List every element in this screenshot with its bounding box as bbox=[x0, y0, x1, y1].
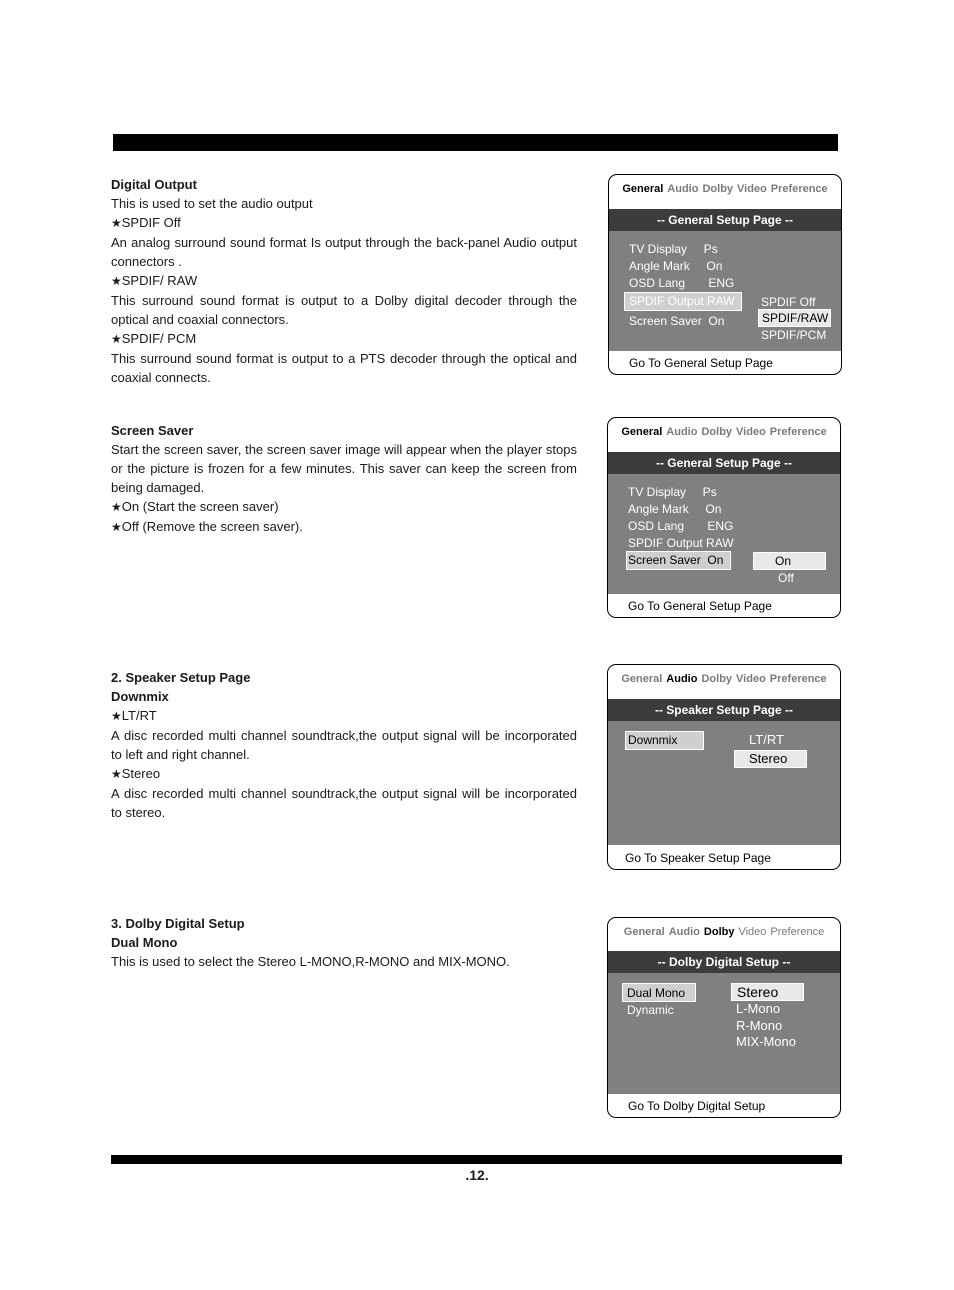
panel-title: -- General Setup Page -- bbox=[609, 209, 841, 231]
tab-dolby[interactable]: Dolby bbox=[701, 426, 733, 438]
tab-general[interactable]: General bbox=[621, 673, 663, 685]
section-text: A disc recorded multi channel soundtrack,the output signal will be incorporated to stereo. bbox=[111, 786, 577, 820]
star-icon: ★ bbox=[111, 520, 122, 534]
panel-title: -- Speaker Setup Page -- bbox=[608, 699, 840, 721]
section-heading: 2. Speaker Setup Page bbox=[111, 670, 251, 685]
option-spdif-off[interactable]: SPDIF Off bbox=[761, 295, 816, 309]
tab-video[interactable]: Video bbox=[738, 926, 767, 938]
tab-audio[interactable]: Audio bbox=[667, 183, 699, 195]
section-heading: 3. Dolby Digital Setup bbox=[111, 916, 245, 931]
panel-footer-link[interactable]: Go To General Setup Page bbox=[629, 356, 773, 370]
tab-video[interactable]: Video bbox=[736, 673, 766, 685]
tab-general[interactable]: General bbox=[621, 426, 663, 438]
option-line: ★LT/RT bbox=[111, 708, 157, 723]
dolby-setup-panel bbox=[607, 917, 841, 1118]
tab-audio[interactable]: Audio bbox=[668, 926, 700, 938]
tab-general[interactable]: General bbox=[623, 926, 665, 938]
tab-dolby[interactable]: Dolby bbox=[701, 673, 733, 685]
panel-footer-link[interactable]: Go To Speaker Setup Page bbox=[625, 851, 771, 865]
option-line: ★Off (Remove the screen saver). bbox=[111, 519, 303, 534]
section-text: This is used to set the audio output bbox=[111, 196, 313, 211]
section-subheading: Dual Mono bbox=[111, 935, 178, 950]
section-screen-saver bbox=[111, 421, 577, 537]
option-lt-rt[interactable]: LT/RT bbox=[749, 732, 784, 747]
tab-audio[interactable]: Audio bbox=[666, 426, 698, 438]
menu-item-osd-lang[interactable]: OSD Lang ENG bbox=[629, 276, 735, 290]
menu-item-dynamic[interactable]: Dynamic bbox=[627, 1003, 674, 1017]
option-spdif-raw[interactable]: SPDIF/RAW bbox=[758, 309, 831, 327]
panel-body bbox=[608, 973, 840, 1094]
option-line: ★SPDIF Off bbox=[111, 215, 181, 230]
section-digital-output bbox=[111, 175, 577, 387]
menu-item-tv-display[interactable]: TV Display Ps bbox=[628, 485, 717, 499]
tab-video[interactable]: Video bbox=[736, 426, 766, 438]
option-line: ★Stereo bbox=[111, 766, 161, 781]
menu-item-screen-saver[interactable]: Screen Saver On bbox=[628, 553, 724, 567]
section-text: This is used to select the Stereo L-MONO,R-MONO and MIX-MONO. bbox=[111, 954, 510, 969]
panel-title: -- Dolby Digital Setup -- bbox=[608, 951, 840, 973]
section-subheading: Downmix bbox=[111, 689, 169, 704]
tab-preference[interactable]: Preference bbox=[770, 183, 828, 195]
star-icon: ★ bbox=[111, 709, 122, 723]
tab-preference[interactable]: Preference bbox=[770, 926, 825, 938]
section-heading: Screen Saver bbox=[111, 423, 194, 438]
section-text: This surround sound format is output to a PTS decoder through the optical and coaxial connects. bbox=[111, 351, 577, 385]
menu-item-spdif-output[interactable]: SPDIF Output RAW bbox=[629, 294, 735, 308]
tab-audio[interactable]: Audio bbox=[666, 673, 698, 685]
section-text: This surround sound format is output to a Dolby digital decoder through the optical and coaxial connectors. bbox=[111, 293, 577, 327]
panel-footer-link[interactable]: Go To General Setup Page bbox=[628, 599, 772, 613]
panel-body bbox=[608, 474, 840, 594]
menu-item-screen-saver[interactable]: Screen Saver On bbox=[629, 314, 725, 328]
section-text: Start the screen saver, the screen saver image will appear when the player stops or the picture is frozen for a few minutes. This saver can keep the screen from being damaged. bbox=[111, 442, 577, 495]
general-setup-panel-screensaver bbox=[607, 417, 841, 618]
panel-body bbox=[608, 721, 840, 845]
option-line: ★SPDIF/ RAW bbox=[111, 273, 198, 288]
section-speaker-setup bbox=[111, 668, 577, 822]
page-number: .12. bbox=[465, 1167, 489, 1183]
tab-preference[interactable]: Preference bbox=[769, 426, 827, 438]
section-text: An analog surround sound format Is output through the back-panel Audio output connectors . bbox=[111, 235, 577, 269]
section-text: A disc recorded multi channel soundtrack,the output signal will be incorporated to left and right channel. bbox=[111, 728, 577, 762]
option-l-mono[interactable]: L-Mono bbox=[736, 1001, 781, 1016]
option-r-mono[interactable]: R-Mono bbox=[736, 1018, 783, 1033]
option-line: ★On (Start the screen saver) bbox=[111, 499, 279, 514]
menu-item-tv-display[interactable]: TV Display Ps bbox=[629, 242, 718, 256]
menu-item-angle-mark[interactable]: Angle Mark On bbox=[628, 502, 722, 516]
star-icon: ★ bbox=[111, 274, 122, 288]
menu-item-downmix[interactable]: Downmix bbox=[628, 733, 678, 747]
option-spdif-pcm[interactable]: SPDIF/PCM bbox=[761, 328, 827, 342]
section-dolby-setup bbox=[111, 914, 577, 971]
tab-preference[interactable]: Preference bbox=[769, 673, 827, 685]
tab-bar bbox=[608, 426, 840, 438]
option-stereo[interactable]: Stereo bbox=[734, 750, 807, 768]
tab-dolby[interactable]: Dolby bbox=[703, 926, 735, 938]
tab-general[interactable]: General bbox=[622, 183, 664, 195]
star-icon: ★ bbox=[111, 500, 122, 514]
section-heading: Digital Output bbox=[111, 177, 197, 192]
panel-title: -- General Setup Page -- bbox=[608, 452, 840, 474]
option-on[interactable]: On bbox=[753, 552, 826, 570]
option-line: ★SPDIF/ PCM bbox=[111, 331, 197, 346]
menu-item-angle-mark[interactable]: Angle Mark On bbox=[629, 259, 723, 273]
tab-video[interactable]: Video bbox=[737, 183, 767, 195]
menu-item-dual-mono[interactable]: Dual Mono bbox=[627, 986, 686, 1000]
star-icon: ★ bbox=[111, 332, 122, 346]
option-stereo[interactable]: Stereo bbox=[731, 983, 804, 1001]
tab-dolby[interactable]: Dolby bbox=[702, 183, 734, 195]
tab-bar bbox=[608, 926, 840, 938]
panel-footer-link[interactable]: Go To Dolby Digital Setup bbox=[628, 1099, 766, 1113]
option-off[interactable]: Off bbox=[778, 571, 794, 585]
header-bar bbox=[113, 134, 838, 151]
panel-body bbox=[609, 231, 841, 351]
speaker-setup-panel bbox=[607, 664, 841, 870]
tab-bar bbox=[608, 673, 840, 685]
footer-bar bbox=[111, 1155, 842, 1164]
star-icon: ★ bbox=[111, 767, 122, 781]
tab-bar bbox=[609, 183, 841, 195]
option-mix-mono[interactable]: MIX-Mono bbox=[736, 1034, 796, 1049]
general-setup-panel-spdif bbox=[608, 174, 842, 375]
menu-item-spdif-output[interactable]: SPDIF Output RAW bbox=[628, 536, 734, 550]
star-icon: ★ bbox=[111, 216, 122, 230]
menu-item-osd-lang[interactable]: OSD Lang ENG bbox=[628, 519, 734, 533]
